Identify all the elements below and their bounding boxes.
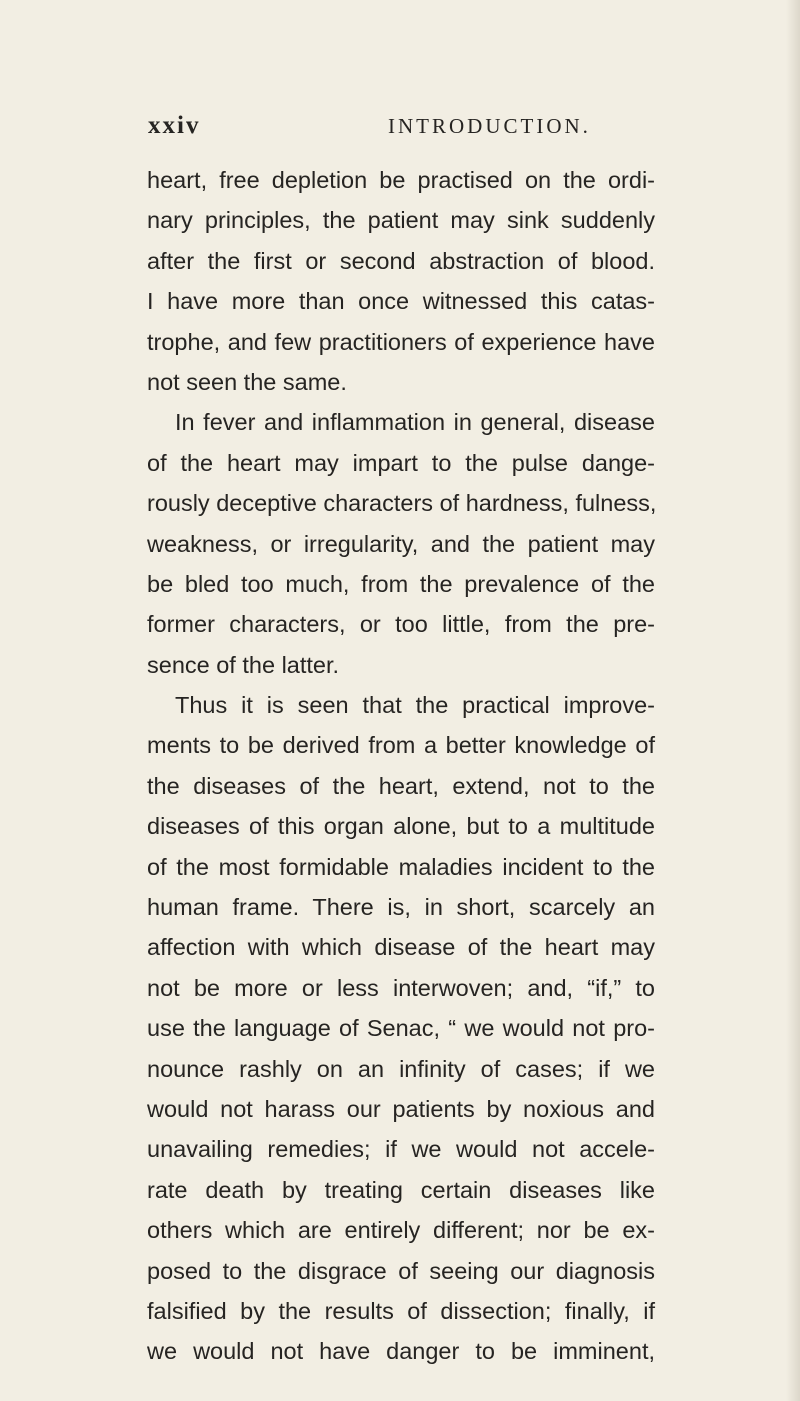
text-line: ments to be derived from a better knowledge of [147, 732, 655, 759]
text-line: former characters, or too little, from the pre- [147, 611, 655, 638]
text-line: posed to the disgrace of seeing our diagnosis [147, 1257, 655, 1284]
text-line: unavailing remedies; if we would not accele- [147, 1136, 655, 1163]
text-line: affection with which disease of the heart may [147, 934, 655, 961]
running-head: INTRODUCTION. [388, 114, 591, 138]
running-header [148, 112, 668, 142]
text-line: In fever and inflammation in general, disease [175, 409, 655, 436]
text-line: of the heart may impart to the pulse dange- [147, 449, 655, 476]
text-line: after the first or second abstraction of blood. [147, 247, 655, 274]
text-line: rously deceptive characters of hardness, fulness, [147, 490, 657, 517]
text-line: use the language of Senac, “ we would not pro- [147, 1015, 655, 1042]
text-line: be bled too much, from the prevalence of the [147, 570, 655, 597]
text-line: others which are entirely different; nor be ex- [147, 1217, 655, 1244]
text-line: diseases of this organ alone, but to a multitude [147, 813, 655, 840]
page-edge-shadow [786, 0, 800, 1401]
text-line: falsified by the results of dissection; finally, if [147, 1297, 655, 1324]
text-line: sence of the latter. [147, 651, 340, 678]
text-line: nary principles, the patient may sink suddenly [147, 207, 655, 234]
text-line: I have more than once witnessed this catas- [147, 288, 655, 315]
page-number: xxiv [148, 112, 201, 139]
text-line: human frame. There is, in short, scarcely an [147, 894, 655, 921]
text-line: would not harass our patients by noxious and [147, 1095, 655, 1122]
text-line: rate death by treating certain diseases like [147, 1176, 655, 1203]
text-line: nounce rashly on an infinity of cases; if we [147, 1055, 655, 1082]
text-line: heart, free depletion be practised on the ordi- [147, 167, 655, 193]
text-line: we would not have danger to be imminent, [147, 1338, 655, 1365]
text-line: the diseases of the heart, extend, not to the [147, 772, 655, 799]
body-text [147, 160, 655, 1372]
text-line: trophe, and few practitioners of experience have [147, 328, 655, 355]
text-line: Thus it is seen that the practical improve- [175, 692, 655, 719]
text-line: weakness, or irregularity, and the patient may [147, 530, 655, 557]
text-line: not seen the same. [147, 368, 347, 395]
text-line: of the most formidable maladies incident to the [147, 853, 655, 880]
text-line: not be more or less interwoven; and, “if,” to [147, 974, 655, 1001]
